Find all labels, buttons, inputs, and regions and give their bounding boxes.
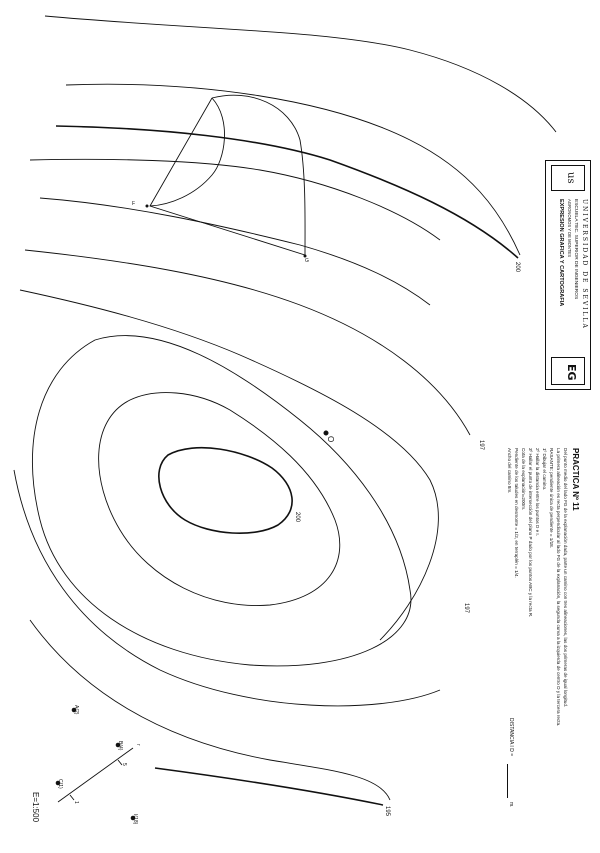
department-logo-icon (551, 357, 585, 385)
contour-line (56, 126, 518, 258)
distance-unit: m. (508, 802, 514, 808)
tick (70, 795, 74, 800)
point-marker (146, 205, 148, 207)
statement-line: 3º Hallar el punto de intersección del plano P dado por los puntos ABC y la recta R. (528, 448, 533, 618)
statement-line: Cota de la explanación=200m. (521, 448, 526, 511)
university-logo-icon (551, 165, 585, 191)
statement-line: 1º Dibujar el camino. (542, 448, 547, 491)
point-center-marker (324, 431, 328, 435)
contour-line (155, 768, 383, 805)
title-block (545, 160, 591, 390)
statement-line: RASANTE: pendiente única de pendiente = 1/18. (549, 448, 554, 548)
logo-right-text: EG (565, 364, 578, 381)
logo-left-text: us (565, 172, 576, 184)
contour-line (40, 198, 430, 305)
department-name: EXPRESION GRAFICA Y CARTOGRAFIA (558, 199, 564, 307)
distance-answer-field[interactable] (507, 764, 509, 798)
statement-line: Pendiente de los taludes en desmonte = 1/2, en terraplén = 1/4. (514, 448, 519, 578)
contour-line (32, 336, 411, 666)
contour-line (25, 250, 470, 435)
contour-line (45, 16, 556, 132)
line-r (58, 748, 133, 802)
explanation-outline (150, 95, 305, 255)
point-label: C(1) (57, 779, 63, 789)
center-label: O (326, 436, 335, 443)
school-name: ESCUELA TEC. SUPERIOR DE INGENIEROS (573, 199, 578, 300)
line-tick-label: 5 (121, 763, 127, 766)
contour-label: 197 (478, 440, 484, 451)
university-name: UNIVERSIDAD DE SEVILLA (581, 199, 588, 330)
point-label: A(2) (73, 705, 79, 715)
point-label: B(4) (117, 741, 123, 751)
line-tick-label: 1 (73, 801, 79, 804)
contour-line (159, 448, 292, 534)
contour-line (20, 290, 438, 640)
school-subtitle: AGRONOMOS Y DE MONTES (567, 199, 572, 258)
statement-line: Del punto medio del lado FG de la explanación dada, parte un camino con tres alineaciones, las dos primeras de igual longitud. (563, 448, 568, 708)
contour-line (66, 84, 520, 255)
practice-title: PRACTICA Nº 11 (571, 448, 580, 511)
statement-line: Ancho del camino 8m. (507, 448, 512, 494)
point-marker (304, 255, 306, 257)
contour-label: 197 (463, 603, 469, 614)
contour-label: 200 (514, 262, 520, 273)
contour-label: 200 (294, 512, 300, 523)
contour-line (30, 620, 390, 800)
contour-label: 195 (384, 806, 390, 817)
statement-line: 2º Hallar la distancia entre los puntos D e I. (535, 448, 540, 536)
explanation-arc (150, 98, 225, 206)
distance-label: DISTANCIA I D = (508, 718, 514, 757)
scale-label: E=1:500 (31, 792, 40, 823)
point-label: I(18) (132, 814, 138, 825)
point-label-F: F (132, 201, 136, 207)
line-label: r (135, 744, 141, 746)
statement-line: La primera alineación es recta perpendicular al lado FG de la explanación, la segunda curva a la izquierda de centro O y la tercera recta. (556, 448, 561, 727)
contour-line (14, 470, 440, 706)
contour-line (30, 159, 440, 240)
contour-line (99, 393, 340, 606)
point-label-G: G (305, 258, 309, 264)
